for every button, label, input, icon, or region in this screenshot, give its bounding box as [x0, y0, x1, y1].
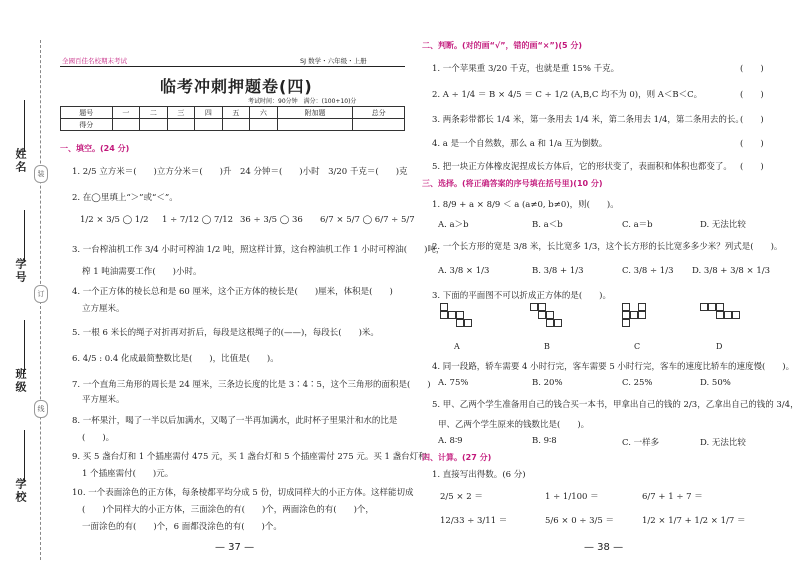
choice-option[interactable]: B. a＜b: [532, 220, 563, 230]
judge-1: 1. 一个苹果重 3/20 千克，也就是重 15% 千克。: [432, 64, 620, 74]
book-header: SJ 数学・六年级・上册: [300, 57, 367, 65]
section-choice-heading: 三、选择。(将正确答案的序号填在括号里)(10 分): [422, 179, 603, 188]
answer-paren[interactable]: ( ): [740, 64, 764, 74]
section-true-false-heading: 二、判断。(对的画“√”，错的画“×”)(5 分): [422, 41, 583, 50]
score-cell[interactable]: [167, 119, 195, 131]
score-cell[interactable]: [250, 119, 278, 131]
binding-mark: 装: [34, 165, 48, 183]
choice-5-cont: 甲、乙两个学生原来的钱数比是( )。: [438, 420, 590, 430]
right-page: [410, 0, 800, 566]
binding-margin: [0, 0, 48, 566]
judge-2: 2. A ÷ 1/4 ＝ B × 4/5 ＝ C ÷ 1/2 (A,B,C 均不为 0)，则 A＜B＜C。: [432, 90, 703, 100]
question-7-cont: 平方厘米。: [82, 395, 125, 405]
section-fill-blank-heading: 一、填空。(24 分): [60, 144, 130, 153]
score-header: 五: [222, 107, 250, 119]
question-4: 4. 一个正方体的棱长总和是 60 厘米，这个正方体的棱长是( )厘米，体积是( ): [72, 287, 393, 297]
question-9: 9. 买 5 盏台灯和 1 个插座需付 475 元，买 1 盏台灯和 5 个插座需付 275 元。买 1 盏台灯和: [72, 452, 427, 462]
question-4-cont: 立方厘米。: [82, 304, 125, 314]
question-2-item: 6/7 × 5/7 ◯ 6/7 ÷ 5/7: [320, 215, 415, 225]
name-label: 姓名: [14, 148, 27, 174]
answer-paren[interactable]: ( ): [740, 90, 764, 100]
header-rule: [60, 66, 405, 67]
page-number: — 38 —: [584, 542, 624, 553]
choice-option[interactable]: C. 3/8 ÷ 1/3: [622, 266, 674, 276]
score-cell[interactable]: [140, 119, 168, 131]
option-a-label[interactable]: A: [454, 342, 460, 351]
score-row-label: 得分: [61, 119, 113, 131]
choice-option[interactable]: D. 50%: [700, 378, 731, 388]
choice-option[interactable]: A. 75%: [438, 378, 469, 388]
page-title: 临考冲刺押题卷(四): [160, 77, 313, 96]
calc-instruction: 1. 直接写出得数。(6 分): [432, 470, 526, 480]
page-number: — 37 —: [215, 542, 255, 553]
choice-3: 3. 下面的平面图不可以折成正方体的是( )。: [432, 291, 611, 301]
option-d-label[interactable]: D: [716, 342, 723, 351]
choice-option[interactable]: C. a＝b: [622, 220, 653, 230]
score-header: 六: [250, 107, 278, 119]
question-3: 3. 一台榨油机工作 3/4 小时可榨油 1/2 吨，照这样计算，这台榨油机工作 1 小时可榨油( )吨，: [72, 245, 445, 255]
class-label: 班级: [14, 368, 27, 394]
score-cell[interactable]: [222, 119, 250, 131]
name-field-line: [24, 100, 25, 152]
section-calc-heading: 四、计算。(27 分): [422, 453, 492, 462]
choice-option[interactable]: C. 一样多: [622, 438, 660, 448]
option-c-label[interactable]: C: [634, 342, 641, 351]
choice-option[interactable]: A. a＞b: [438, 220, 469, 230]
question-10-cont: 一面涂色的有( )个，6 面都没涂色的有( )个。: [82, 522, 282, 532]
choice-2: 2. 一个长方形的宽是 3/8 米，长比宽多 1/3，这个长方形的长比宽多多少米？列式是( )。: [432, 242, 783, 252]
choice-option[interactable]: D. 无法比较: [700, 220, 746, 230]
school-field-line: [24, 430, 25, 482]
score-header: 一: [112, 107, 140, 119]
question-2-item: 36 ÷ 3/5 ◯ 36: [240, 215, 303, 225]
question-2-item: 1/2 × 3/5 ◯ 1/2: [80, 215, 149, 225]
score-header: 总分: [353, 107, 405, 119]
score-cell[interactable]: [195, 119, 223, 131]
score-header: 四: [195, 107, 223, 119]
question-5: 5. 一根 6 米长的绳子对折再对折后，每段是这根绳子的(——)，每段长( )米。: [72, 328, 379, 338]
choice-option[interactable]: D. 无法比较: [700, 438, 746, 448]
question-9-cont: 1 个插座需付( )元。: [82, 469, 174, 479]
calc-item: 6/7 + 1 ÷ 7 ＝: [642, 492, 703, 502]
answer-paren[interactable]: ( ): [740, 162, 764, 172]
choice-option[interactable]: B. 9∶8: [532, 436, 557, 446]
question-10: 10. 一个表面涂色的正方体，每条棱都平均分成 5 份，切成同样大的小正方体。这样能切成: [72, 488, 414, 498]
judge-3: 3. 两条彩带都长 1/4 米，第一条用去 1/4 米，第二条用去 1/4，第二条用去的长。: [432, 115, 744, 125]
score-header: 题号: [61, 107, 113, 119]
exam-info: 考试时间：90分钟 满分：(100+10)分: [248, 98, 357, 105]
binding-mark: 订: [34, 285, 48, 303]
choice-5: 5. 甲、乙两个学生准备用自己的钱合买一本书，甲拿出自己的钱的 2/3，乙拿出自己的钱的 3/4，: [432, 400, 799, 410]
school-label: 学校: [14, 478, 27, 504]
judge-5: 5. 把一块正方体橡皮泥捏成长方体后，它的形状变了，表面积和体积也都变了。: [432, 162, 732, 172]
score-cell[interactable]: [353, 119, 405, 131]
exam-banner: 全國百佳名校期末考试: [62, 57, 127, 65]
binding-mark: 线: [34, 400, 48, 418]
question-3-cont: 榨 1 吨油需要工作( )小时。: [82, 267, 202, 277]
choice-option[interactable]: B. 20%: [532, 378, 563, 388]
choice-option[interactable]: B. 3/8 + 1/3: [532, 266, 584, 276]
score-cell[interactable]: [112, 119, 140, 131]
score-table: [60, 106, 405, 131]
judge-4: 4. a 是一个自然数，那么 a 和 1/a 互为倒数。: [432, 139, 608, 149]
choice-option[interactable]: A. 3/8 × 1/3: [438, 266, 490, 276]
question-8: 8. 一杯果汁，喝了一半以后加满水，又喝了一半再加满水，此时杯子里果汁和水的比是: [72, 416, 398, 426]
question-6: 6. 4/5 : 0.4 化成最简整数比是( )，比值是( )。: [72, 354, 279, 364]
student-id-label: 学号: [14, 258, 27, 284]
score-header: 附加题: [277, 107, 353, 119]
choice-4: 4. 同一段路，轿车需要 4 小时行完，客车需要 5 小时行完，客车的速度比轿车的速度慢( )。: [432, 362, 795, 372]
choice-option[interactable]: D. 3/8 + 3/8 × 1/3: [692, 266, 771, 276]
choice-option[interactable]: C. 25%: [622, 378, 653, 388]
option-b-label[interactable]: B: [544, 342, 550, 351]
choice-option[interactable]: A. 8∶9: [438, 436, 463, 446]
question-1: 1. 2/5 立方米＝( )立方分米＝( )升 24 分钟＝( )小时 3/20 千克＝( )克: [72, 167, 408, 177]
question-2-item: 1 ÷ 7/12 ◯ 7/12: [162, 215, 234, 225]
calc-item: 1 ÷ 1/100 ＝: [545, 492, 599, 502]
answer-paren[interactable]: ( ): [740, 139, 764, 149]
score-header: 三: [167, 107, 195, 119]
score-header: 二: [140, 107, 168, 119]
score-cell[interactable]: [277, 119, 353, 131]
answer-paren[interactable]: ( ): [740, 115, 764, 125]
student-id-field-line: [24, 210, 25, 262]
calc-item: 2/5 × 2 ＝: [440, 492, 483, 502]
question-10-cont: ( )个同样大的小正方体，三面涂色的有( )个，两面涂色的有( )个，: [82, 505, 374, 515]
class-field-line: [24, 320, 25, 372]
calc-item: 12/33 ÷ 3/11 ＝: [440, 516, 508, 526]
question-2: 2. 在◯里填上“＞”或“＜”。: [72, 193, 178, 203]
choice-1: 1. 8/9 + a × 8/9 ＜ a (a≠0, b≠0)，则( )。: [432, 200, 619, 210]
calc-item: 5/6 × 0 ÷ 3/5 ＝: [545, 516, 615, 526]
question-8-cont: ( )。: [82, 433, 115, 443]
calc-item: 1/2 × 1/7 + 1/2 × 1/7 ＝: [642, 516, 746, 526]
question-7: 7. 一个直角三角形的周长是 24 厘米，三条边长度的比是 3∶4∶5，这个三角形的面积是( ): [72, 380, 431, 390]
